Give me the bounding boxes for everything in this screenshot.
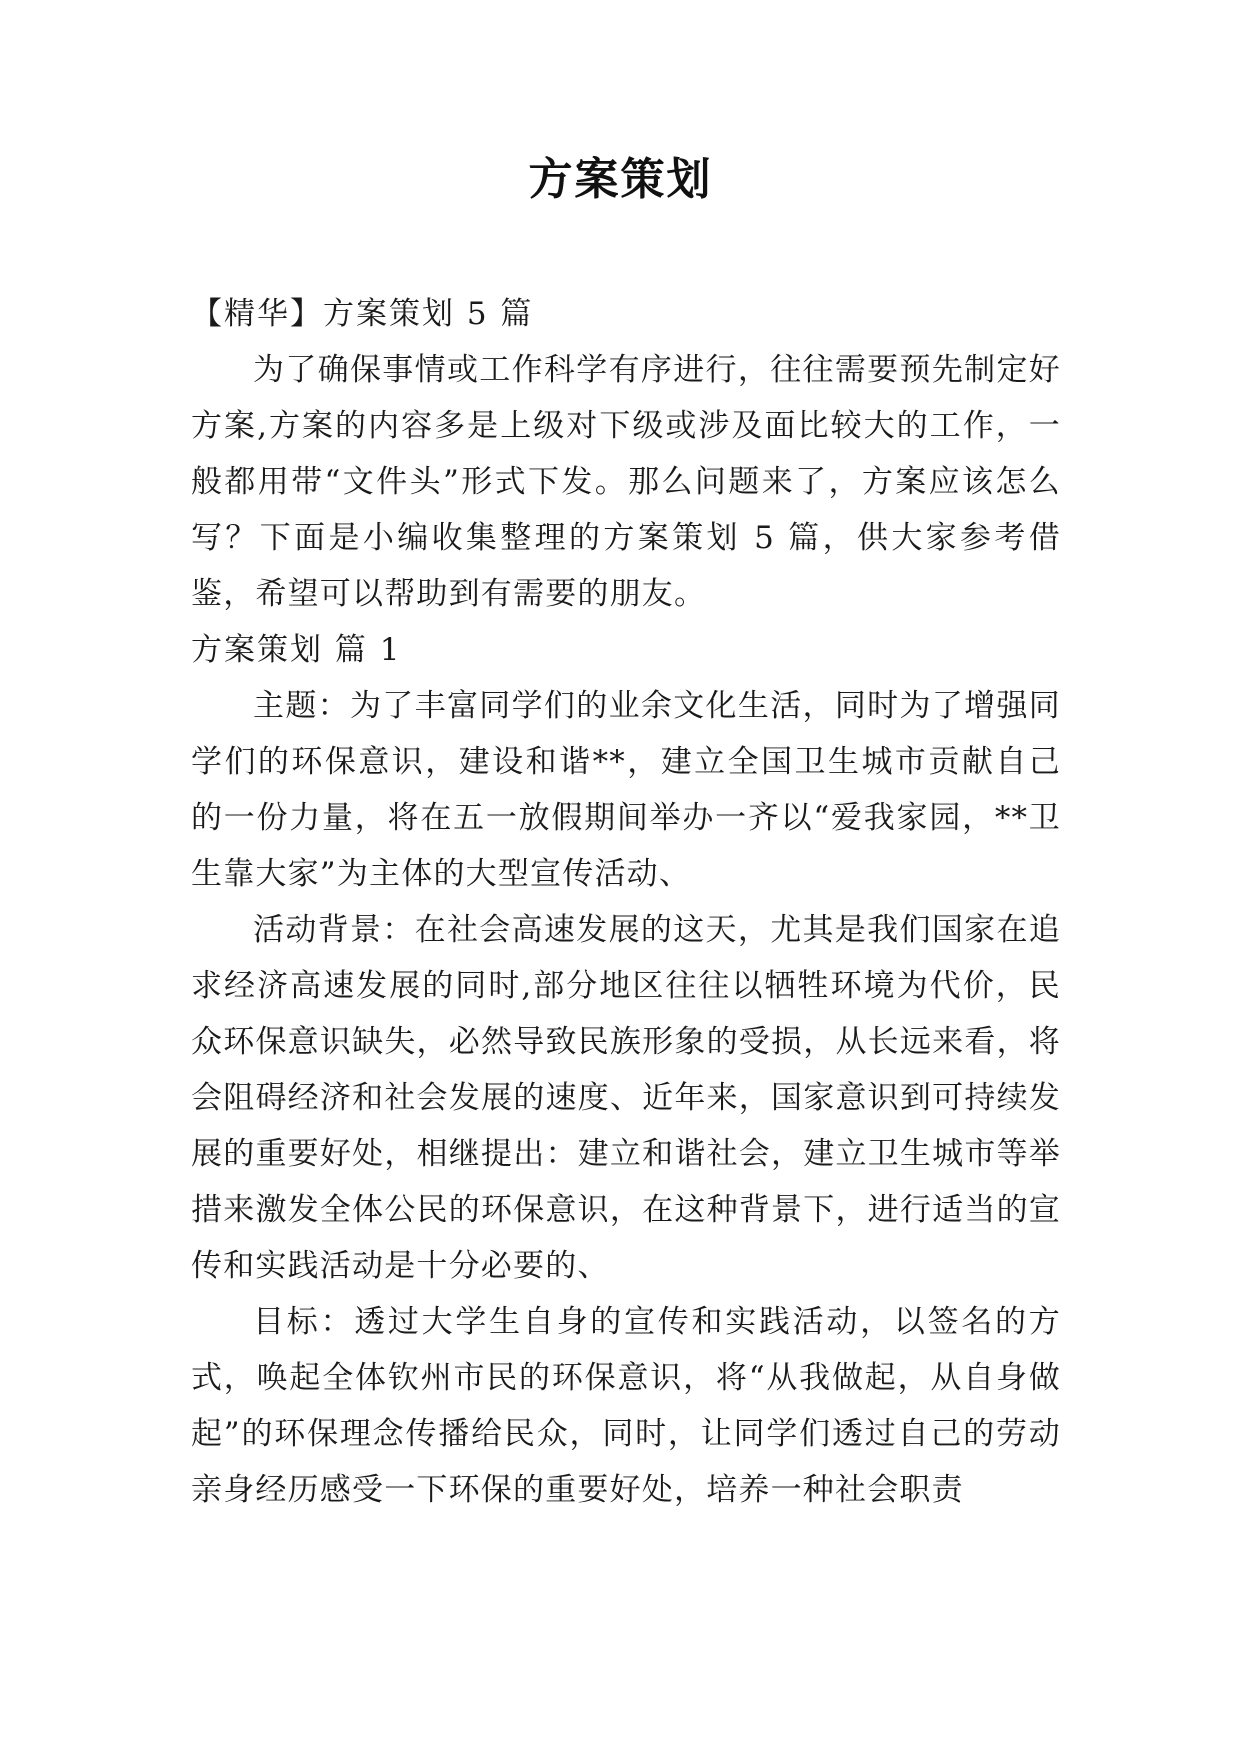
intro-paragraph: 为了确保事情或工作科学有序进行，往往需要预先制定好方案,方案的内容多是上级对下级或涉及面比较大的工作，一般都用带“文件头”形式下发。那么问题来了，方案应该怎么写？下面是小编收集整理的方案策划 5 篇，供大家参考借鉴，希望可以帮助到有需要的朋友。 [191,352,1061,612]
intro-heading: 【精华】方案策划 5 篇 [191,296,534,332]
section-heading: 方案策划 篇 1 [191,632,402,668]
paragraph-goal: 目标：透过大学生自身的宣传和实践活动，以签名的方式，唤起全体钦州市民的环保意识，将“从我做起，从自身做起”的环保理念传播给民众，同时，让同学们透过自己的劳动亲身经历感受一下环保的重要好处，培养一种社会职责 [191,1304,1061,1508]
paragraph-theme: 主题：为了丰富同学们的业余文化生活，同时为了增强同学们的环保意识，建设和谐**，建立全国卫生城市贡献自己的一份力量，将在五一放假期间举办一齐以“爱我家园，**卫生靠大家”为主体的大型宣传活动、 [191,688,1061,892]
document-body [191,286,1061,1518]
document-title: 方案策划 [528,154,713,205]
paragraph-background: 活动背景：在社会高速发展的这天，尤其是我们国家在追求经济高速发展的同时,部分地区往往以牺牲环境为代价，民众环保意识缺失，必然导致民族形象的受损，从长远来看，将会阻碍经济和社会发展的速度、近年来，国家意识到可持续发展的重要好处，相继提出：建立和谐社会，建立卫生城市等举措来激发全体公民的环保意识，在这种背景下，进行适当的宣传和实践活动是十分必要的、 [191,912,1061,1284]
